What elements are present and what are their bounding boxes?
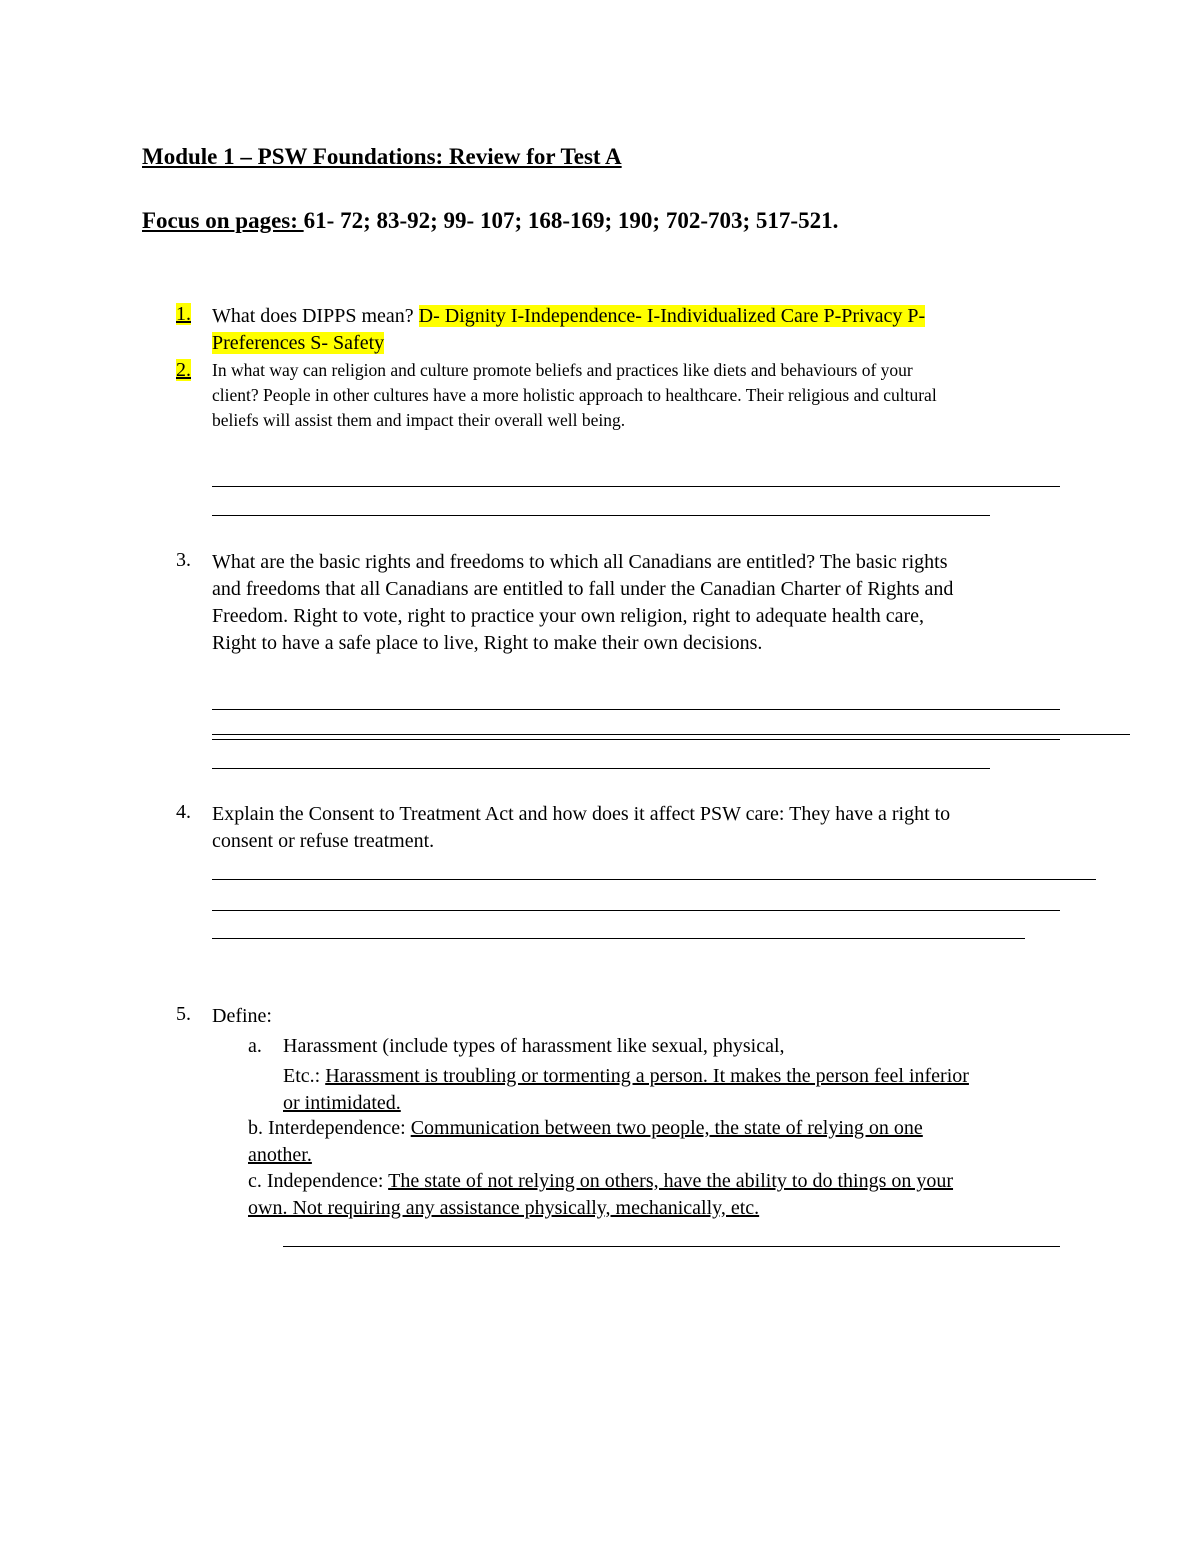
answer-rule [212, 768, 990, 769]
q2-line2: client? People in other cultures have a more holistic approach to healthcare. Their religious and cultural [212, 385, 937, 405]
q1-answer-line2: Preferences S- Safety [212, 332, 385, 354]
answer-rule [212, 734, 1130, 735]
q3-number: 3. [176, 549, 191, 571]
q5c-answer-part2: own. Not requiring any assistance physically, mechanically, etc. [248, 1197, 760, 1219]
q1-question: What does DIPPS mean? [212, 305, 419, 327]
question-4 [212, 801, 950, 855]
q5c-answer-part1: The state of not relying on others, have the ability to do things on your [388, 1170, 954, 1192]
q5c-prefix: c. Independence: [248, 1170, 389, 1192]
q3-line1: What are the basic rights and freedoms to which all Canadians are entitled? The basic rights [212, 551, 948, 573]
q5a-line1: Harassment (include types of harassment like sexual, physical, [283, 1035, 785, 1057]
q5a-answer-part2: or intimidated. [283, 1092, 401, 1114]
q5a-marker: a. [248, 1035, 262, 1057]
q2-line3: beliefs will assist them and impact their overall well being. [212, 410, 626, 430]
q5b-answer-part2: another. [248, 1144, 312, 1166]
q5a-harassment [283, 1033, 969, 1117]
answer-rule [212, 515, 990, 516]
question-3 [212, 549, 953, 657]
answer-rule [212, 938, 1025, 939]
q4-line1: Explain the Consent to Treatment Act and how does it affect PSW care: They have a right to [212, 803, 951, 825]
question-2 [212, 358, 937, 433]
q4-number: 4. [176, 801, 191, 823]
q5-number: 5. [176, 1003, 191, 1025]
q5-label: Define: [212, 1005, 272, 1027]
q1-answer-line1: D- Dignity I-Independence- I-Individualized Care P-Privacy P- [418, 305, 926, 327]
answer-rule [212, 910, 1060, 911]
answer-rule [212, 879, 1096, 880]
q1-number: 1. [176, 303, 191, 325]
answer-rule [212, 486, 1060, 487]
q5a-answer-part1: Harassment is troubling or tormenting a person. It makes the person feel inferior [325, 1065, 969, 1087]
q5b-interdependence [248, 1115, 923, 1169]
q3-line3: Freedom. Right to vote, right to practice your own religion, right to adequate health care, [212, 605, 925, 627]
q5b-answer-part1: Communication between two people, the state of relying on one [410, 1117, 923, 1139]
q2-line1: In what way can religion and culture promote beliefs and practices like diets and behaviours of your [212, 360, 913, 380]
q4-line2: consent or refuse treatment. [212, 830, 435, 852]
q5c-independence [248, 1168, 953, 1222]
q5b-prefix: b. Interdependence: [248, 1117, 411, 1139]
answer-rule [212, 709, 1060, 710]
q3-line2: and freedoms that all Canadians are entitled to fall under the Canadian Charter of Rights and [212, 578, 954, 600]
answer-rule [283, 1246, 1060, 1247]
q5a-prefix: Etc.: [283, 1065, 326, 1087]
focus-label: Focus on pages: [142, 208, 304, 233]
focus-page-list: 61- 72; 83-92; 99- 107; 168-169; 190; 702-703; 517-521. [303, 208, 839, 233]
focus-pages [142, 208, 838, 234]
answer-rule [212, 739, 1060, 740]
q3-line4: Right to have a safe place to live, Right to make their own decisions. [212, 632, 763, 654]
question-1 [212, 303, 925, 357]
document-title: Module 1 – PSW Foundations: Review for Test A [142, 144, 622, 169]
q2-number: 2. [176, 359, 191, 381]
